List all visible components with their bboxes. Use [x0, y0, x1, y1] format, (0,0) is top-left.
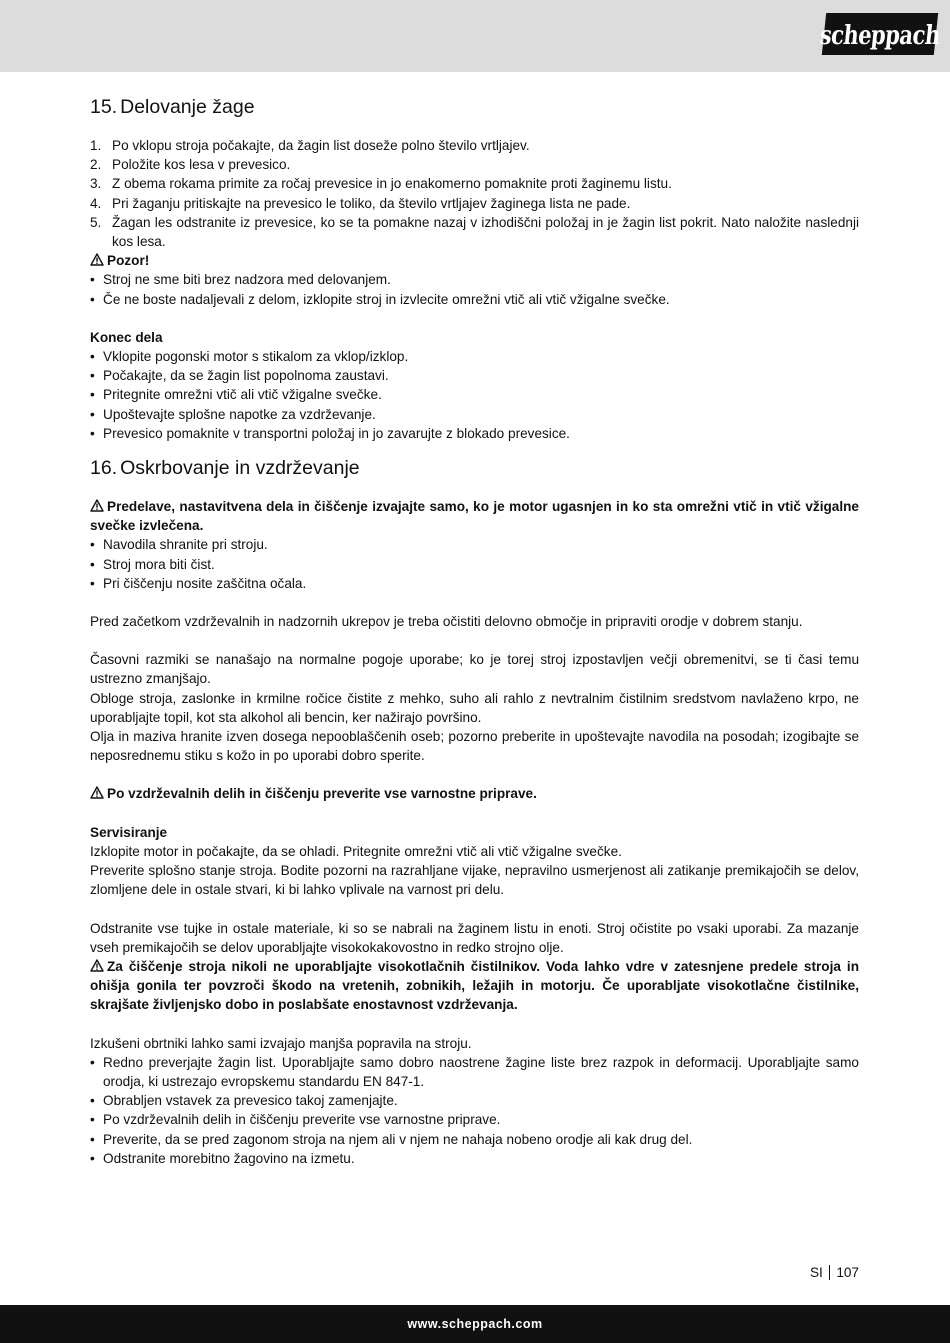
list-item: • Upoštevajte splošne napotke za vzdrževanje. [90, 406, 376, 422]
list-item: 4. Pri žaganju pritiskajte na prevesico le toliko, da število vrtljajev žaginega lista ne pade. [90, 195, 631, 211]
list-item: • Navodila shranite pri stroju. [90, 537, 268, 553]
section-15-heading [90, 94, 859, 120]
list-item: • Preverite, da se pred zagonom stroja na njem ali v njem ne nahaja nobeno orodje ali kak drug del. [90, 1131, 693, 1147]
paragraph: Odstranite vse tujke in ostale materiale, ki so se nabrali na žaginem listu in enoti. Stroj očistite po vsaki uporabi. Za mazanje vseh premikajočih se delov uporabljajte visokokakovostno in redko strojno olje. [90, 920, 859, 955]
header-bar [0, 0, 950, 72]
section-title: Oskrbovanje in vzdrževanje [120, 457, 360, 480]
page-number-value: 107 [836, 1265, 859, 1280]
list-item: 2. Položite kos lesa v prevesico. [90, 157, 291, 173]
caution-label: Pozor! [90, 251, 859, 270]
section-number: 16. [90, 457, 118, 480]
list-item: • Obrabljen vstavek za prevesico takoj zamenjajte. [90, 1093, 398, 1109]
list-item: • Vklopite pogonski motor s stikalom za vklop/izklop. [90, 349, 409, 365]
list-item: • Stroj mora biti čist. [90, 556, 215, 572]
paragraph: Časovni razmiki se nanašajo na normalne pogoje uporabe; ko je torej stroj izpostavljen večji obremenitvi, se ti časi temu ustrezno zmanjšajo. [90, 652, 859, 687]
repair-list [90, 1053, 859, 1168]
page-number [810, 1265, 859, 1280]
servicing-heading: Servisiranje [90, 824, 168, 840]
list-item: • Po vzdrževalnih delih in čiščenju preverite vse varnostne priprave. [90, 1112, 501, 1128]
end-of-work-list [90, 347, 859, 443]
footer-bar [0, 1305, 950, 1343]
maintenance-list [90, 535, 859, 593]
paragraph: Preverite splošno stanje stroja. Bodite pozorni na razrahljane vijake, nepravilno usmerjenost ali zatikanje premikajočih se delov, zlomljene dele in ostale stvari, ki bi lahko vplivale na varnost pri delu. [90, 863, 859, 898]
list-item: • Pritegnite omrežni vtič ali vtič vžigalne svečke. [90, 387, 382, 403]
list-item: 3. Z obema rokama primite za ročaj prevesice in jo enakomerno pomaknite proti žaginemu listu. [90, 176, 672, 192]
paragraph: Olja in maziva hranite izven dosega nepooblaščenih oseb; pozorno preberite in upoštevajte navodila na posodah; izogibajte se neposrednemu stiku s kožo in po uporabi dobro sperite. [90, 729, 859, 764]
end-of-work-heading: Konec dela [90, 329, 163, 345]
warning-icon [90, 253, 104, 266]
list-item: 1. Po vklopu stroja počakajte, da žagin list doseže polno število vrtljajev. [90, 138, 530, 153]
pressure-cleaner-warning: Za čiščenje stroja nikoli ne uporabljajte visokotlačnih čistilnikov. Voda lahko vdre v zatesnjene predele stroja in ohišja gonila ter povzroči škodo na vretenih, zobnikih, ležajih in motorju. Če uporabljate visokotlačne čistilnike, skrajšate življenjsko dobo in poslabšate enostavnost vzdrževanja. [90, 958, 859, 1013]
list-item: • Počakajte, da se žagin list popolnoma zaustavi. [90, 368, 389, 384]
section-16-heading [90, 455, 859, 481]
divider [829, 1265, 831, 1280]
paragraph: Obloge stroja, zaslonke in krmilne ročice čistite z mehko, suho ali rahlo z nevtralnim čistilnim sredstvom navlaženo krpo, ne uporabljajte topil, kot sta alkohol ali bencin, ker nažirajo površino. [90, 690, 859, 725]
list-item: • Če ne boste nadaljevali z delom, izklopite stroj in izvlecite omrežni vtič ali vtič vžigalne svečke. [90, 291, 670, 307]
list-item: • Redno preverjajte žagin list. Uporabljajte samo dobro naostrene žagine liste brez razpok in deformacij. Uporabljajte samo orodja, ki ustrezajo evropskemu standardu EN 847-1. [90, 1054, 859, 1089]
paragraph: Izklopite motor in počakajte, da se ohladi. Pritegnite omrežni vtič ali vtič vžigalne svečke. [90, 843, 622, 859]
list-item: • Stroj ne sme biti brez nadzora med delovanjem. [90, 272, 391, 288]
paragraph: Pred začetkom vzdrževalnih in nadzornih ukrepov je treba očistiti delovno območje in pripraviti orodje v dobrem stanju. [90, 614, 803, 630]
paragraph: Izkušeni obrtniki lahko sami izvajajo manjša popravila na stroju. [90, 1035, 472, 1051]
section-title: Delovanje žage [120, 96, 255, 118]
warning-icon [90, 959, 104, 972]
scheppach-logo[interactable]: scheppach [822, 13, 938, 55]
safety-check-warning: Po vzdrževalnih delih in čiščenju preverite vse varnostne priprave. [90, 784, 859, 803]
warning-icon [90, 786, 104, 799]
language-code: SI [809, 1265, 823, 1280]
website-link[interactable]: www.scheppach.com [407, 1317, 543, 1331]
maintenance-warning: Predelave, nastavitvena dela in čiščenje izvajajte samo, ko je motor ugasnjen in ko sta omrežni vtič in vtič vžigalne svečke izvlečena. [90, 499, 859, 534]
list-item: 5. Žagan les odstranite iz prevesice, ko se ta pomakne nazaj v izhodiščni položaj in je žagin list pokrit. Nato naložite naslednji kos lesa. [90, 214, 859, 250]
list-item: • Pri čiščenju nosite zaščitna očala. [90, 575, 307, 591]
operation-steps [90, 136, 859, 251]
list-item: • Odstranite morebitno žagovino na izmetu. [90, 1150, 355, 1166]
caution-list [90, 270, 859, 308]
page-content [90, 94, 859, 1168]
section-number: 15. [90, 96, 118, 118]
warning-icon [90, 499, 104, 512]
list-item: • Prevesico pomaknite v transportni položaj in jo zavarujte z blokado prevesice. [90, 425, 570, 441]
